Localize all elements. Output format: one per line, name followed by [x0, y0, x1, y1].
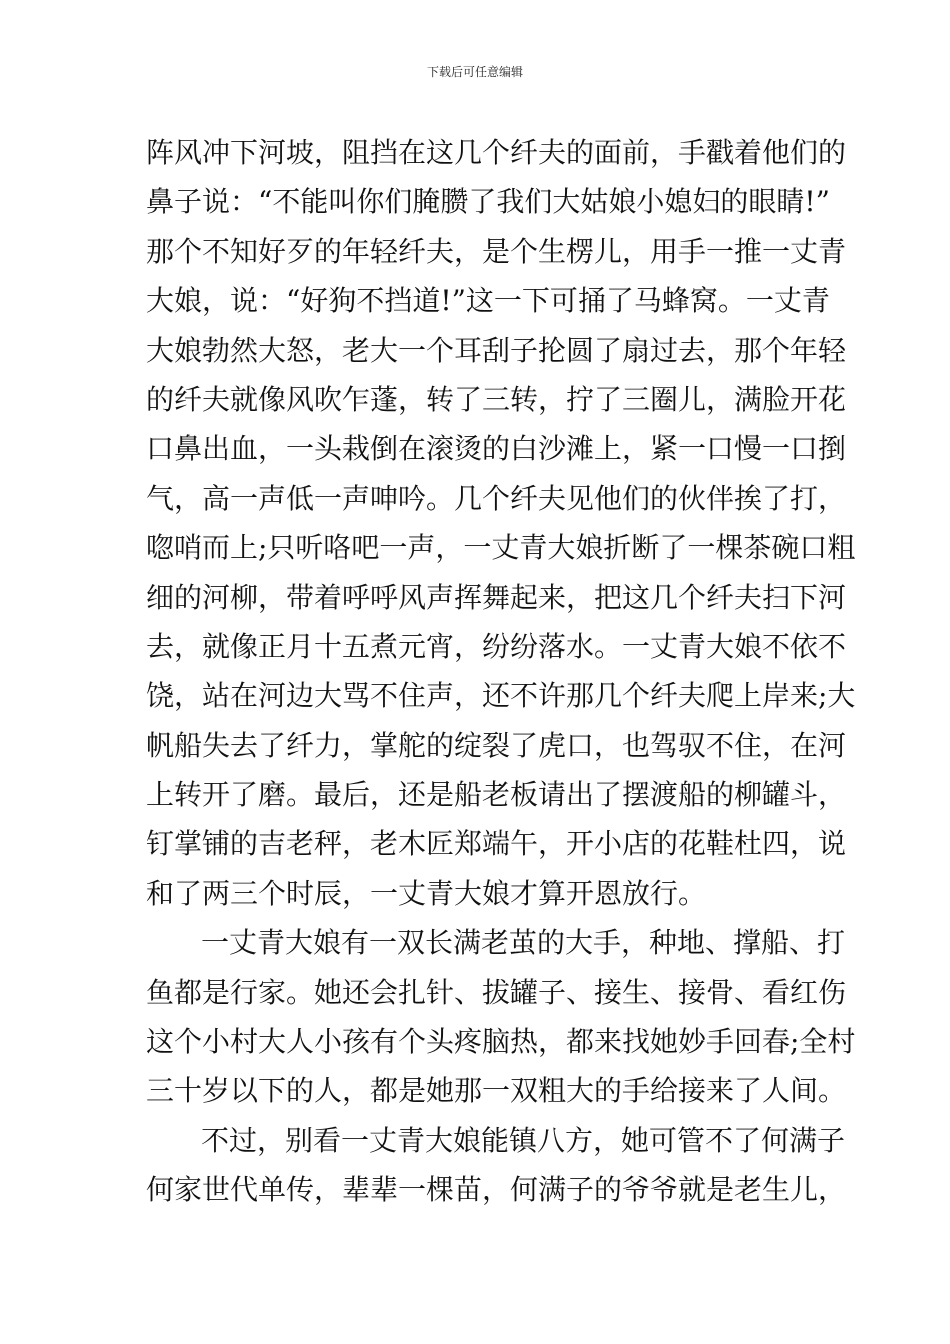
text-line: 不过，别看一丈青大娘能镇八方，她可管不了何满子 — [201, 1123, 846, 1157]
text-line: 上转开了磨。最后，还是船老板请出了摆渡船的柳罐斗， — [146, 778, 847, 812]
text-line: 饶，站在河边大骂不住声，还不许那几个纤夫爬上岸来;大 — [146, 679, 856, 713]
text-line: 口鼻出血，一头栽倒在滚烫的白沙滩上，紧一口慢一口捯 — [146, 432, 847, 466]
text-line: 那个不知好歹的年轻纤夫，是个生楞儿，用手一推一丈青 — [146, 234, 847, 268]
page-header: 下载后可任意编辑 — [426, 65, 523, 79]
text-line: 一丈青大娘有一双长满老茧的大手，种地、撑船、打 — [201, 926, 846, 960]
text-line: 这个小村大人小孩有个头疼脑热，都来找她妙手回春;全村 — [146, 1025, 856, 1059]
text-line: 何家世代单传，辈辈一棵苗，何满子的爷爷就是老生儿， — [146, 1173, 847, 1207]
text-line: 和了两三个时辰，一丈青大娘才算开恩放行。 — [146, 876, 707, 910]
text-line: 唿哨而上;只听咯吧一声，一丈青大娘折断了一棵茶碗口粗 — [146, 531, 856, 565]
text-line: 帆船失去了纤力，掌舵的绽裂了虎口，也驾驭不住，在河 — [146, 728, 847, 762]
text-line: 大娘勃然大怒，老大一个耳刮子抡圆了扇过去，那个年轻 — [146, 333, 847, 367]
text-line: 钉掌铺的吉老秤，老木匠郑端午，开小店的花鞋杜四，说 — [146, 827, 847, 861]
text-line: 去，就像正月十五煮元宵，纷纷落水。一丈青大娘不依不 — [146, 629, 847, 663]
text-line: 三十岁以下的人，都是她那一双粗大的手给接来了人间。 — [146, 1074, 847, 1108]
document-body — [146, 128, 856, 1215]
text-line: 鱼都是行家。她还会扎针、拔罐子、接生、接骨、看红伤 — [146, 975, 847, 1009]
text-line: 细的河柳，带着呼呼风声挥舞起来，把这几个纤夫扫下河 — [146, 580, 847, 614]
text-line: 大娘，说：“好狗不挡道!”这一下可捅了马蜂窝。一丈青 — [146, 284, 830, 318]
text-line: 阵风冲下河坡，阻挡在这几个纤夫的面前，手戳着他们的 — [146, 136, 847, 169]
text-line: 的纤夫就像风吹乍蓬，转了三转，拧了三圈儿，满脸开花 — [146, 382, 847, 416]
text-line: 鼻子说：“不能叫你们腌臜了我们大姑娘小媳妇的眼睛!” — [146, 185, 830, 219]
text-line: 气，高一声低一声呻吟。几个纤夫见他们的伙伴挨了打， — [146, 481, 847, 515]
